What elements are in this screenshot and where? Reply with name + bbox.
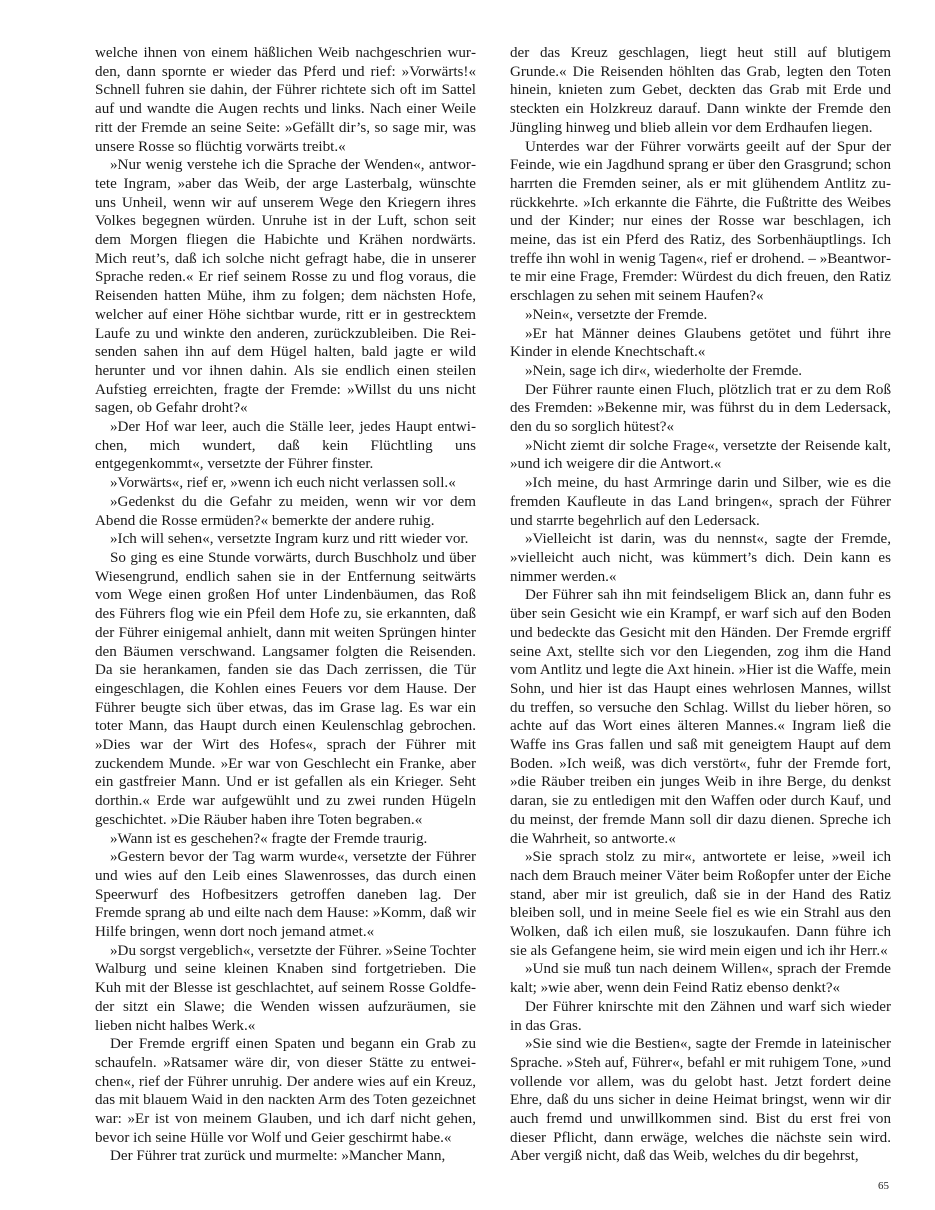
left-column [95,44,476,1166]
paragraph: »Gestern bevor der Tag warm wurde«, versetzte der Führer und wies auf den Leib eines Slawenrosses, das durch einen Speerwurf des Hofbesitzers getroffen daneben lag. Der Fremde sprang ab und eilte nach dem Hause: »Komm, daß wir Hilfe bringen, wenn dort noch jemand atmet.« [95,849,476,941]
page-number: 65 [878,1180,889,1192]
paragraph: welche ihnen von einem häßlichen Weib nachgeschrien wurden, dann spornte er wieder das Pferd und rief: »Vorwärts!« Schnell fuhren sie dahin, der Führer richtete sich oft im Sattel auf und wandte die Augen rechts und links. Nach einer Weile ritt der Fremde an seine Seite: »Gefällt dir’s, so sage mir, was unsere Rosse so flüchtig vorwärts treibt.« [95,45,476,155]
paragraph: »Ich will sehen«, versetzte Ingram kurz und ritt wieder vor. [110,531,469,548]
paragraph: »Nur wenig verstehe ich die Sprache der Wenden«, antwortete Ingram, »aber das Weib, der arge Lasterbalg, wünschte uns Unheil, wenn wir auf unserem Wege den Kriegern ihres Volkes begegnen würden. Unruhe ist in der Luft, schon seit dem Morgen fliegen die Habichte und Krähen nordwärts. Mich reut’s, daß ich solche nicht gefragt habe, die in unserer Sprache reden.« Er rief seinem Rosse zu und flog voraus, die Reisenden hatten Mühe, ihm zu folgen; dem nächsten Hofe, welcher auf einer Höhe sichtbar wurde, ritt er in gestrecktem Laufe zu und winkte den anderen, zurückzubleiben. Die Reisenden sahen ihn auf dem Hügel halten, bald jagte er wild herunter und vor ihnen dahin. Als sie endlich einen steilen Aufstieg erreichten, fragte der Fremde: »Willst du uns nicht sagen, ob Gefahr droht?« [95,157,476,417]
paragraph: »Sie sind wie die Bestien«, sagte der Fremde in lateinischer Sprache. »Steh auf, Führer«, befahl er mit ruhigem Tone, »und vollende vor allem, was du gelobt hast. Jetzt fordert deine Ehre, daß du uns sicher in deine Heimat bringst, wenn wir dir auch fremd und unwillkommen sind. Bist du erst frei von dieser Pflicht, dann erwäge, welches die nächste sein wird. Aber vergiß nicht, daß das Weib, welches du dir begehrst, [510,1036,891,1165]
paragraph: »Vielleicht ist darin, was du nennst«, sagte der Fremde, »vielleicht auch nicht, was kümmert’s dich. Dein kann es nimmer werden.« [510,531,891,585]
paragraph: »Und sie muß tun nach deinem Willen«, sprach der Fremde kalt; »wie aber, wenn dein Feind Ratiz ebenso denkt?« [510,961,891,997]
paragraph: »Nicht ziemt dir solche Frage«, versetzte der Reisende kalt, »und ich weigere dir die Antwort.« [510,437,891,473]
paragraph: Der Führer raunte einen Fluch, plötzlich trat er zu dem Roß des Fremden: »Bekenne mir, was führst du in dem Ledersack, den du so sorglich hütest?« [510,381,891,436]
paragraph: der das Kreuz geschlagen, liegt heut still auf blutigem Grunde.« Die Reisenden höhlten das Grab, legten den Toten hinein, knieten zum Gebet, deckten das Grab mit Erde und steckten ein Holzkreuz darauf. Dann winkte der Fremde den Jüngling hinweg und blieb allein vor dem Erdhaufen liegen. [510,45,891,136]
paragraph: Der Fremde ergriff einen Spaten und begann ein Grab zu schaufeln. »Ratsamer wäre dir, von dieser Stätte zu entweichen«, rief der Führer unruhig. Der andere wies auf ein Kreuz, das mit blauem Waid in den nackten Arm des Toten gezeichnet war: »Er ist von meinem Glauben, und ich darf nicht gehen, bevor ich seine Hülle vor Wolf und Geier geschirmt habe.« [95,1036,476,1146]
paragraph: »Sie sprach stolz zu mir«, antwortete er leise, »weil ich nach dem Brauch meiner Väter beim Roßopfer unter der Eiche stand, aber mir ist greulich, daß sie in der Hand des Ratiz bleiben soll, und in meine Seele fiel es wie ein Strahl aus den Wolken, daß ich eilen muß, sie loszukaufen. Dann führe ich sie als Gefangene heim, sie wird mein eigen und ich ihr Herr.« [510,849,891,959]
right-column [510,44,891,1166]
paragraph: So ging es eine Stunde vorwärts, durch Buschholz und über Wiesengrund, endlich sahen sie in der Entfernung seitwärts vom Wege einen großen Hof unter Lindenbäumen, das Roß des Führers flog wie ein Pfeil dem Hofe zu, sie erkannten, daß der Führer einigemal anhielt, dann mit weiten Sprüngen hinter den Bäumen verschwand. Langsamer folgten die Reisenden. Da sie herankamen, fanden sie das Dach zerrissen, die Tür eingeschlagen, die Kohlen eines Feuers vor dem Hause. Der Führer beugte sich über etwas, das im Grase lag. Es war ein toter Mann, das Haupt durch einen Keulenschlag gebrochen. »Dies war der Wirt des Hofes«, sprach der Führer mit zuckendem Munde. »Er war von Geschlecht ein Franke, aber ein gastfreier Mann. Und er ist gefallen als ein Krieger. Seht dorthin.« Erde war aufgewühlt und zu zwei runden Hügeln geschichtet. »Die Räuber haben ihre Toten begraben.« [95,549,476,828]
paragraph: »Der Hof war leer, auch die Ställe leer, jedes Haupt entwichen, mich wundert, daß kein Flüchtling uns entgegenkommt«, versetzte der Führer finster. [95,419,476,473]
paragraph: »Vorwärts«, rief er, »wenn ich euch nicht verlassen soll.« [110,475,456,492]
paragraph: Der Führer trat zurück und murmelte: »Mancher Mann, [110,1148,446,1165]
paragraph: »Er hat Männer deines Glaubens getötet und führt ihre Kinder in elende Knechtschaft.« [510,325,891,361]
paragraph: »Gedenkst du die Gefahr zu meiden, wenn wir vor dem Abend die Rosse ermüden?« bemerkte der andere ruhig. [95,493,476,529]
paragraph: Der Führer knirschte mit den Zähnen und warf sich wieder in das Gras. [510,998,891,1034]
paragraph: Der Führer sah ihn mit feindseligem Blick an, dann fuhr es über sein Gesicht wie ein Krampf, er warf sich auf den Boden und bedeckte das Gesicht mit den Händen. Der Fremde ergriff seine Axt, stellte sich vor den Liegenden, zog ihm die Hand vom Antlitz und legte die Axt hinein. »Hier ist die Waffe, mein Sohn, und hier ist das Haupt eines wehrlosen Mannes, willst du treffen, so versuche den Schlag. Willst du lieber hören, so achte auf das Wort eines älteren Mannes.« Ingram ließ die Waffe ins Gras fallen und saß mit geneigtem Haupt auf dem Boden. »Ich weiß, was dich verstört«, fuhr der Fremde fort, »die Räuber treiben ein junges Weib in ihre Berge, du denkst daran, sie zu entledigen mit den Waffen oder durch Kauf, und du meinst, der fremde Mann soll dir dazu dienen. Spreche ich die Wahrheit, so antworte.« [510,587,891,847]
paragraph: »Du sorgst vergeblich«, versetzte der Führer. »Seine Tochter Walburg und seine kleinen Knaben sind fortgetrieben. Die Kuh mit der Blesse ist geschlachtet, auf seinem Rosse Goldfeder sitzt ein Slawe; die Wenden wissen aufzuräumen, sie lieben nicht halbes Werk.« [95,942,476,1034]
paragraph: »Nein, sage ich dir«, wiederholte der Fremde. [525,362,803,379]
paragraph: Unterdes war der Führer vorwärts geeilt auf der Spur der Feinde, wie ein Jagdhund sprang er über den Grasgrund; schon harrten die Fremden seiner, als er mit glühendem Antlitz zurückkehrte. »Ich erkannte die Fährte, die Fußtritte des Weibes und der Kinder; nur eines der Rosse war beschlagen, ich meine, das ist ein Pferd des Ratiz, des Sorbenhäuptlings. Ich treffe ihn wohl in wenig Tagen«, rief er drohend. – »Beantworte mir eine Frage, Fremder: Würdest du dich freuen, den Ratiz erschlagen zu sehen mit seinem Haufen?« [510,138,891,305]
paragraph: »Ich meine, du hast Armringe darin und Silber, wie es die fremden Kaufleute in das Land bringen«, sprach der Führer und starrte begehrlich auf den Ledersack. [510,475,891,529]
paragraph: »Nein«, versetzte der Fremde. [525,306,708,323]
paragraph: »Wann ist es geschehen?« fragte der Fremde traurig. [110,830,428,847]
